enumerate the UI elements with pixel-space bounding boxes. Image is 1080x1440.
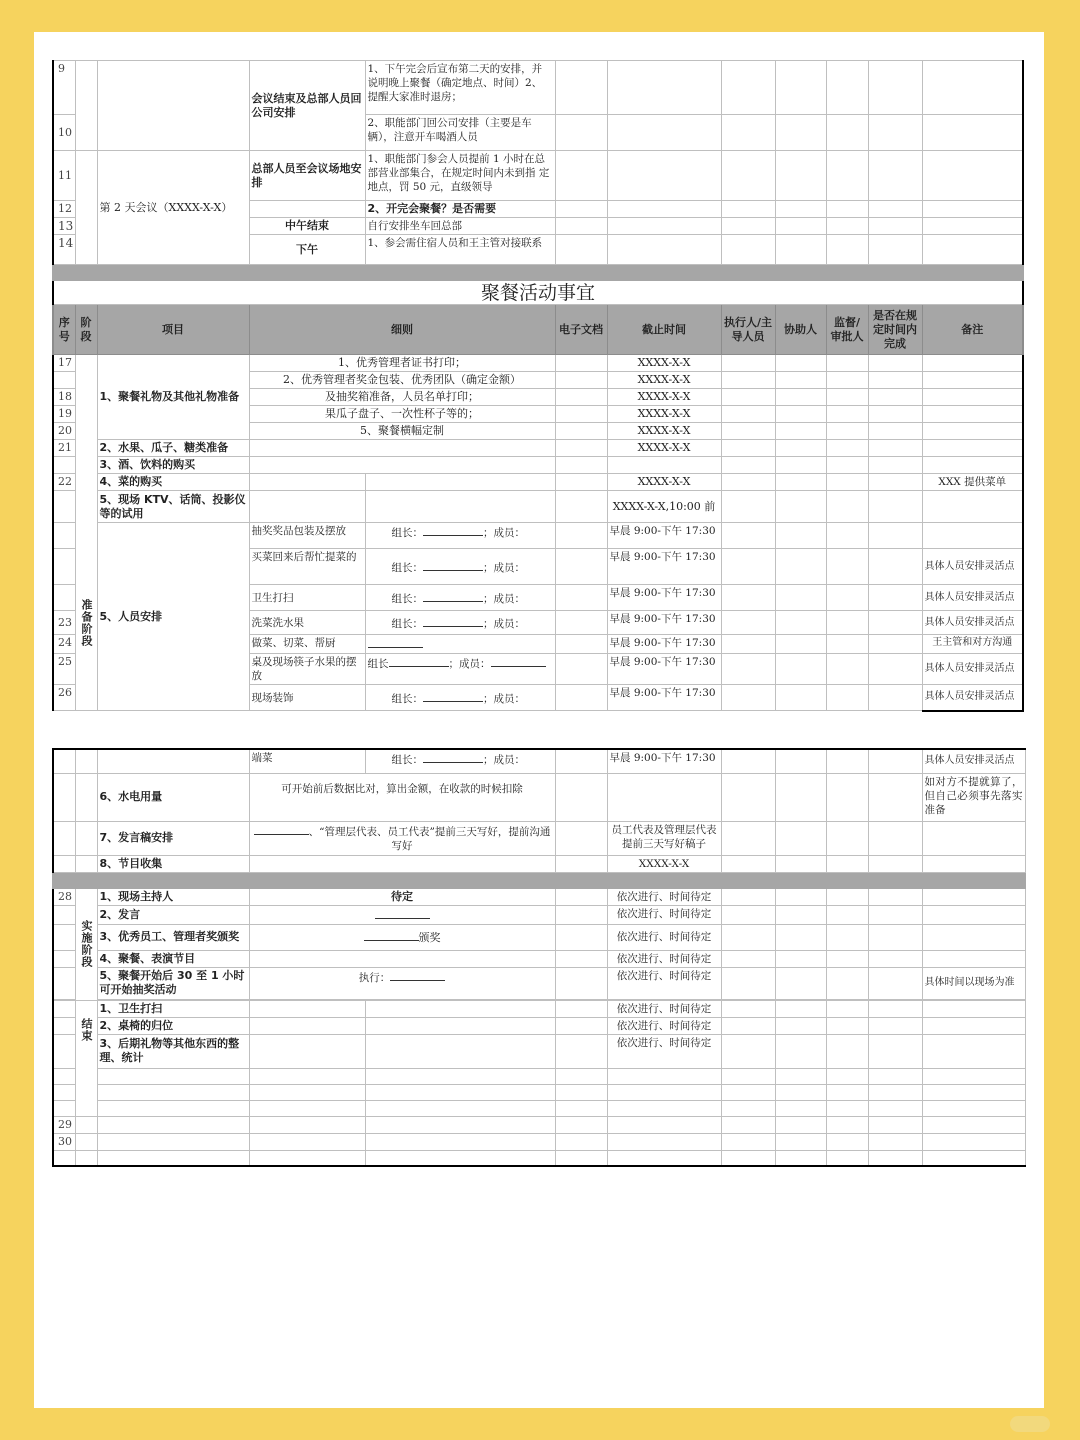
deadline: XXXX-X-X xyxy=(607,855,721,872)
staff-assign: 组长： ；成员： xyxy=(365,523,555,549)
row-number: 18 xyxy=(53,389,75,406)
staff-assign: 组长： ；成员： xyxy=(365,611,555,635)
header-detail: 细则 xyxy=(249,305,555,355)
header-phase: 阶段 xyxy=(75,305,97,355)
item-cell: 会议结束及总部人员回公司安排 xyxy=(249,61,365,151)
item-cell: 4、菜的购买 xyxy=(97,474,249,491)
time-cell: 早晨 9:00-下午 17:30 xyxy=(607,685,721,711)
header-deadline: 截止时间 xyxy=(607,305,721,355)
header-assistant: 协助人 xyxy=(775,305,826,355)
schedule-table-top xyxy=(52,60,1024,712)
header-remarks: 备注 xyxy=(922,305,1023,355)
time-cell: 依次进行、时间待定 xyxy=(607,950,721,967)
staff-task: 买菜回来后帮忙提菜的 xyxy=(249,549,365,585)
detail-cell: 待定 xyxy=(249,888,555,905)
detail-cell: 1、职能部门参会人员提前 1 小时在总 部营业部集合，在规定时间内未到指 定地点，罚 50 元，直级领导 xyxy=(365,151,555,201)
item-cell: 8、节目收集 xyxy=(97,855,249,872)
gift-item: 1、聚餐礼物及其他礼物准备 xyxy=(97,355,249,440)
row-number: 14 xyxy=(53,235,75,265)
phase-cell-end: 结束 xyxy=(75,1000,97,1116)
detail-cell: 2、职能部门回公司安排（主要是车辆），注意开车喝酒人员 xyxy=(365,115,555,151)
gift-detail: 5、聚餐横幅定制 xyxy=(249,423,555,440)
row-number: 23 xyxy=(53,611,75,635)
time-cell: 早晨 9:00-下午 17:30 xyxy=(607,611,721,635)
item-cell: 下午 xyxy=(249,235,365,265)
item-cell: 中午结束 xyxy=(249,218,365,235)
remark-cell: 具体人员安排灵活点 xyxy=(922,549,1023,585)
staff-task: 抽奖奖品包装及摆放 xyxy=(249,523,365,549)
remark-cell: 王主管和对方沟通 xyxy=(922,635,1023,654)
remark-cell: 具体人员安排灵活点 xyxy=(922,685,1023,711)
staff-task: 洗菜洗水果 xyxy=(249,611,365,635)
row-number: 30 xyxy=(53,1133,75,1150)
item-cell: 2、水果、瓜子、糖类准备 xyxy=(97,440,249,457)
time-cell: 早晨 9:00-下午 17:30 xyxy=(607,523,721,549)
phase-cell-impl: 实施阶段 xyxy=(75,888,97,1000)
staff-task: 做菜、切菜、帮厨 xyxy=(249,635,365,654)
time-cell: 早晨 9:00-下午 17:30 xyxy=(607,549,721,585)
section-divider xyxy=(53,872,1025,888)
remark-cell: XXX 提供菜单 xyxy=(922,474,1023,491)
time-cell: 早晨 9:00-下午 17:30 xyxy=(607,749,721,773)
time-cell: 早晨 9:00-下午 17:30 xyxy=(607,654,721,685)
remark-cell: 具体时间以现场为准 xyxy=(922,967,1025,999)
staff-assign: 组长： ；成员： xyxy=(365,549,555,585)
detail-cell: 可开始前后数据比对，算出金额，在收款的时候扣除 xyxy=(249,773,555,821)
deadline: XXXX-X-X xyxy=(607,474,721,491)
schedule-table-bottom xyxy=(52,748,1026,1167)
deadline: XXXX-X-X xyxy=(607,440,721,457)
header-seq: 序号 xyxy=(53,305,75,355)
time-cell: 早晨 9:00-下午 17:30 xyxy=(607,585,721,611)
section-title: 聚餐活动事宜 xyxy=(53,281,1023,305)
staff-assign: 组长： ；成员： xyxy=(365,749,555,773)
row-number: 20 xyxy=(53,423,75,440)
deadline: XXXX-X-X xyxy=(607,372,721,389)
detail-cell: 2、开完会聚餐？是否需要 xyxy=(365,201,555,218)
time-cell: 员工代表及管理层代表提前三天写好稿子 xyxy=(607,821,721,855)
staff-assign: 组长 ；成员： xyxy=(365,654,555,685)
remark-cell: 具体人员安排灵活点 xyxy=(922,611,1023,635)
time-cell: 依次进行、时间待定 xyxy=(607,905,721,924)
gift-detail: 及抽奖箱准备，人员名单打印； xyxy=(249,389,555,406)
time-cell: 依次进行、时间待定 xyxy=(607,967,721,999)
deadline: XXXX-X-X xyxy=(607,389,721,406)
time-cell: 早晨 9:00-下午 17:30 xyxy=(607,635,721,654)
detail-cell: 自行安排坐车回总部 xyxy=(365,218,555,235)
staff-item: 5、人员安排 xyxy=(97,523,249,711)
item-cell: 4、聚餐、表演节目 xyxy=(97,950,249,967)
row-number: 11 xyxy=(53,151,75,201)
row-number: 26 xyxy=(53,685,75,711)
remark-cell: 具体人员安排灵活点 xyxy=(922,585,1023,611)
time-cell: 依次进行、时间待定 xyxy=(607,1034,721,1068)
item-cell: 5、现场 KTV、话筒、投影仪等的试用 xyxy=(97,491,249,523)
item-cell: 1、卫生打扫 xyxy=(97,1000,249,1017)
header-supervisor: 监督/审批人 xyxy=(826,305,868,355)
item-cell: 3、后期礼物等其他东西的整理、统计 xyxy=(97,1034,249,1068)
staff-task: 现场装饰 xyxy=(249,685,365,711)
item-cell: 总部人员至会议场地安排 xyxy=(249,151,365,201)
remark-cell: 具体人员安排灵活点 xyxy=(922,654,1023,685)
deadline: XXXX-X-X xyxy=(607,355,721,372)
header-edoc: 电子文档 xyxy=(555,305,607,355)
row-number: 24 xyxy=(53,635,75,654)
item-cell: 2、发言 xyxy=(97,905,249,924)
gift-detail: 果瓜子盘子、一次性杯子等的； xyxy=(249,406,555,423)
staff-task: 端菜 xyxy=(249,749,365,773)
item-cell: 3、酒、饮料的购买 xyxy=(97,457,249,474)
time-cell: 依次进行、时间待定 xyxy=(607,924,721,950)
row-number: 25 xyxy=(53,654,75,685)
row-number: 13 xyxy=(53,218,75,235)
header-item: 项目 xyxy=(97,305,249,355)
time-cell: 依次进行、时间待定 xyxy=(607,1017,721,1034)
gift-detail: 1、优秀管理者证书打印； xyxy=(249,355,555,372)
gift-detail: 2、优秀管理者奖金包装、优秀团队（确定金额） xyxy=(249,372,555,389)
staff-assign xyxy=(365,635,555,654)
remark-cell: 如对方不提就算了，但自己必须事先落实准备 xyxy=(922,773,1025,821)
deadline: XXXX-X-X xyxy=(607,406,721,423)
staff-task: 桌及现场筷子水果的摆放 xyxy=(249,654,365,685)
row-number: 17 xyxy=(53,355,75,372)
deadline: XXXX-X-X,10:00 前 xyxy=(607,491,721,523)
detail-cell xyxy=(249,905,555,924)
remark-cell xyxy=(922,523,1023,549)
detail-cell: 颁奖 xyxy=(249,924,555,950)
time-cell: 依次进行、时间待定 xyxy=(607,1000,721,1017)
row-number: 12 xyxy=(53,201,75,218)
deadline: XXXX-X-X xyxy=(607,423,721,440)
detail-cell: 1、下午完会后宣布第二天的安排，并说明晚上聚餐（确定地点、时间）2、提醒大家准时退房； xyxy=(365,61,555,115)
item-cell: 7、发言稿安排 xyxy=(97,821,249,855)
remark-cell: 具体人员安排灵活点 xyxy=(922,749,1025,773)
phase-cell-prep: 准备阶段 xyxy=(75,355,97,711)
staff-assign: 组长： ；成员： xyxy=(365,685,555,711)
item-cell: 5、聚餐开始后 30 至 1 小时可开始抽奖活动 xyxy=(97,967,249,999)
item-cell: 1、现场主持人 xyxy=(97,888,249,905)
section-divider xyxy=(53,265,1023,281)
detail-cell: 执行： xyxy=(249,967,555,999)
row-number: 29 xyxy=(53,1116,75,1133)
item-cell: 2、桌椅的归位 xyxy=(97,1017,249,1034)
phase-cell: 第 2 天会议（XXXX-X-X） xyxy=(97,151,249,265)
header-executor: 执行人/主导人员 xyxy=(721,305,775,355)
item-cell: 3、优秀员工、管理者奖颁奖 xyxy=(97,924,249,950)
row-number: 10 xyxy=(53,115,75,151)
row-number: 19 xyxy=(53,406,75,423)
detail-cell: 1、参会需住宿人员和王主管对接联系 xyxy=(365,235,555,265)
header-completed: 是否在规定时间内完成 xyxy=(868,305,922,355)
item-cell: 6、水电用量 xyxy=(97,773,249,821)
row-number: 28 xyxy=(53,888,75,905)
row-number: 22 xyxy=(53,474,75,491)
staff-assign: 组长： ；成员： xyxy=(365,585,555,611)
watermark-badge xyxy=(1010,1416,1050,1432)
detail-cell: 、“管理层代表、员工代表”提前三天写好，提前沟通写好 xyxy=(249,821,555,855)
row-number: 9 xyxy=(53,61,75,115)
staff-task: 卫生打扫 xyxy=(249,585,365,611)
time-cell: 依次进行、时间待定 xyxy=(607,888,721,905)
row-number: 21 xyxy=(53,440,75,457)
